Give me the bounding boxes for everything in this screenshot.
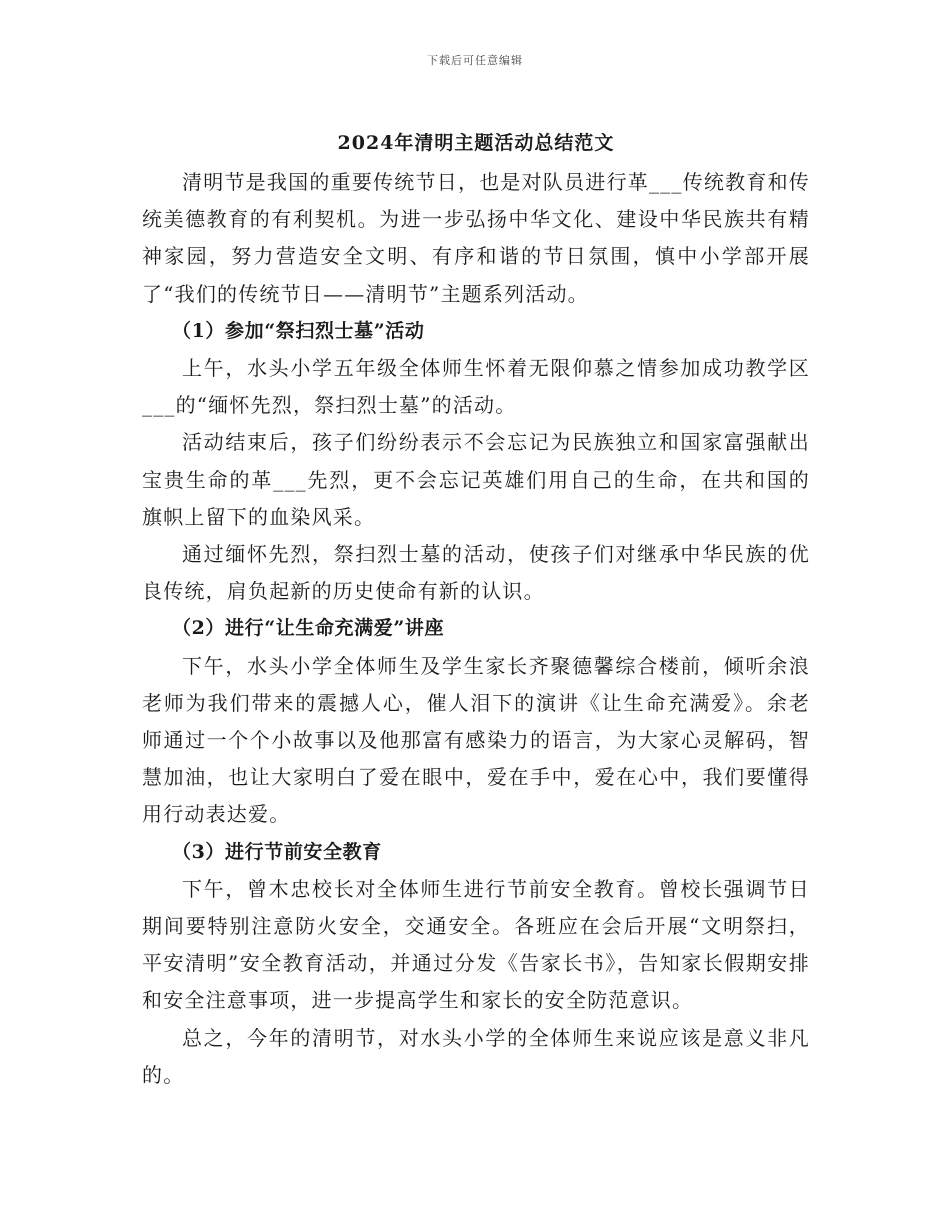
header-note: 下载后可任意编辑 <box>427 54 523 67</box>
paragraph: 下午，曾木忠校长对全体师生进行节前安全教育。曾校长强调节日期间要特别注意防火安全，交通安全。各班应在会后开展“文明祭扫，平安清明”安全教育活动，并通过分发《告家长书》，告知家长假期安排和安全注意事项，进一步提高学生和家长的安全防范意识。 <box>142 876 810 1013</box>
paragraph: 活动结束后，孩子们纷纷表示不会忘记为民族独立和国家富强献出宝贵生命的革___先烈，更不会忘记英雄们用自己的生命，在共和国的旗帜上留下的血染风采。 <box>142 430 810 529</box>
paragraph: 下午，水头小学全体师生及学生家长齐聚德馨综合楼前，倾听余浪老师为我们带来的震撼人心，催人泪下的演讲《让生命充满爱》。余老师通过一个个小故事以及他那富有感染力的语言，为大家心灵解码，智慧加油，也让大家明白了爱在眼中，爱在手中，爱在心中，我们要懂得用行动表达爱。 <box>142 653 810 827</box>
paragraph: 上午，水头小学五年级全体师生怀着无限仰慕之情参加成功教学区___的“缅怀先烈，祭扫烈士墓”的活动。 <box>142 356 810 418</box>
conclusion-paragraph: 总之，今年的清明节，对水头小学的全体师生来说应该是意义非凡的。 <box>142 1025 810 1087</box>
section-heading-2: （2）进行“让生命充满爱”讲座 <box>172 617 445 640</box>
paragraph: 通过缅怀先烈，祭扫烈士墓的活动，使孩子们对继承中华民族的优良传统，肩负起新的历史使命有新的认识。 <box>142 542 810 604</box>
intro-paragraph: 清明节是我国的重要传统节日，也是对队员进行革___传统教育和传统美德教育的有利契机。为进一步弘扬中华文化、建设中华民族共有精神家园，努力营造安全文明、有序和谐的节日氛围，慎中小学部开展了“我们的传统节日——清明节”主题系列活动。 <box>142 170 810 306</box>
document-title: 2024年清明主题活动总结范文 <box>337 132 615 154</box>
section-heading-1: （1）参加“祭扫烈士墓”活动 <box>172 319 425 342</box>
section-heading-3: （3）进行节前安全教育 <box>172 840 382 863</box>
document-body <box>142 126 810 1094</box>
